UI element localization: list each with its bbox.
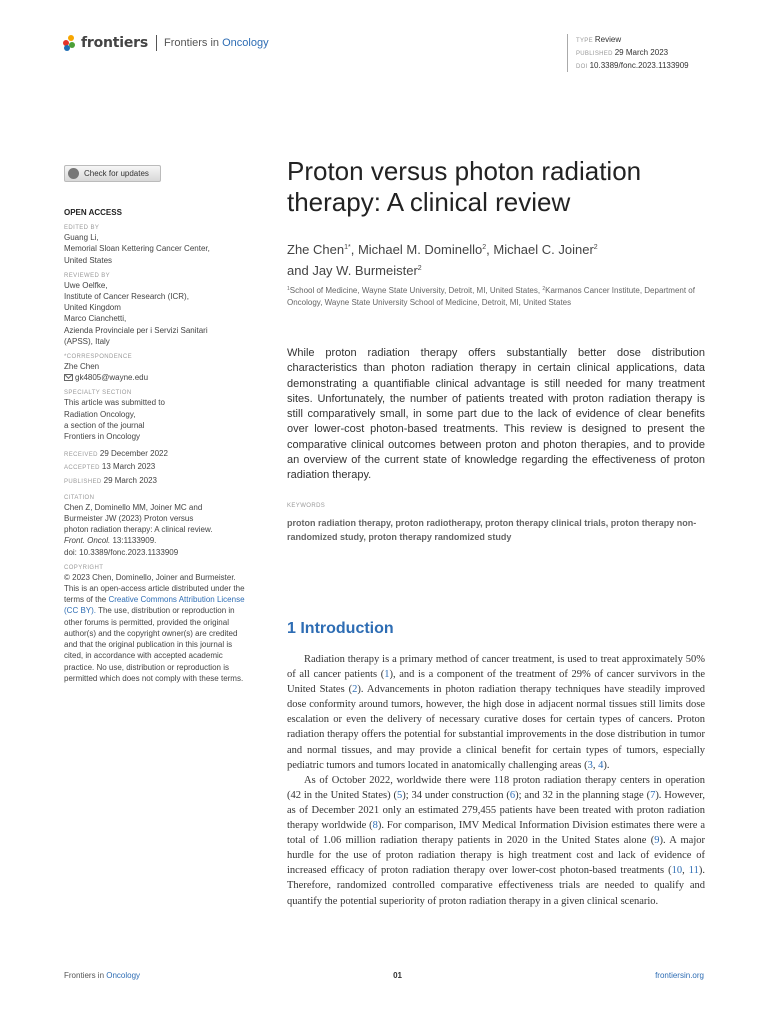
footer-site-link[interactable]: frontiersin.org [655, 971, 704, 980]
header-divider [156, 35, 157, 51]
brand-name[interactable]: frontiers [81, 35, 149, 51]
mail-icon [64, 374, 73, 381]
copyright-label: COPYRIGHT [64, 564, 104, 571]
section-heading: 1 Introduction [287, 620, 394, 637]
check-for-updates-button[interactable]: Check for updates [64, 165, 161, 182]
cc-by-license-link[interactable]: Creative Commons Attribution License (CC BY). [64, 595, 245, 616]
citation-ref[interactable]: 2 [352, 684, 358, 696]
introduction-body [287, 652, 705, 909]
article-title: Proton versus photon radiation therapy: A clinical review [287, 156, 642, 217]
citation-ref[interactable]: 1 [384, 669, 390, 681]
citation-ref[interactable]: 5 [396, 789, 403, 801]
citation-ref[interactable]: 7 [650, 789, 656, 801]
citation-ref[interactable]: 10 [671, 865, 683, 877]
open-access-label: OPEN ACCESS [64, 208, 122, 217]
reviewed-by-label: REVIEWED BY [64, 272, 111, 279]
author-name[interactable]: Jay W. Burmeister [312, 263, 418, 278]
author-list: Zhe Chen$^{1*}$, Michael M. Dominello$^2$, Michael C. Joiner$^2$ and Jay W. Burmeister$^2$ [287, 242, 598, 278]
paragraph: Radiation therapy is a primary method of cancer treatment, is used to treat approximately 50% of all cancer patients (1), and is a component of the treatment of 29% of cancer survivors in the United States (2). Advancements in photon radiation therapy techniques have steadily improved dose conformity around tumors, however, the high dose in adjacent normal tissues still limits dose escalation or even the delivery of necessary curative doses for certain types of cancers. Proton radiation therapy offers the potential for substantial improvements in the dose distribution in tumor and normal tissues, and may provide a clinical benefit for certain types of tumors, especially pediatric tumors and tumors located in anatomically challenging areas (3, 4). [287, 654, 705, 771]
specialty-block: This article was submitted to Radiation Oncology, a section of the journal Frontiers in Oncology [64, 398, 165, 442]
article-meta: TYPE Review PUBLISHED 29 March 2023 DOI 10.3389/fonc.2023.1133909 [567, 34, 689, 72]
footer-journal[interactable]: Frontiers in Oncology [64, 971, 141, 980]
author-name[interactable]: Michael M. Dominello [357, 242, 483, 257]
article-dates: RECEIVED 29 December 2022 ACCEPTED 13 March 2023 PUBLISHED 29 March 2023 [64, 449, 168, 485]
paragraph: As of October 2022, worldwide there were 118 proton radiation therapy centers in operation (42 in the United States) (5); 34 under construction (6); and 32 in the planning stage (7). However, as of December 2021 only an estimated 279,455 patients have been treated with proton radiation therapy worldwide (8). For comparison, IMV Medical Information Division estimates there were a total of 1.06 million radiation therapy patients in 2020 in the United States alone (9). A major hurdle for the use of proton radiation therapy is high treatment cost and lack of evidence of increased efficacy of proton radiation therapy over lower-cost photon-based treatments (10, 11). Therefore, randomized controlled comparative effectiveness trials are needed to qualify and quantify the potential superiority of proton radiation therapy in a given clinical scenario. [287, 774, 706, 907]
keywords: proton radiation therapy, proton radiotherapy, proton therapy clinical trials, proton therapy non-randomized study, proton therapy randomized study [287, 518, 697, 542]
affiliations: $^1$School of Medicine, Wayne State University, Detroit, MI, United States, $^2$Karmanos Cancer Institute, Department of Oncology, Wayne State University School of Medicine, Detroit, MI, United States [287, 286, 695, 307]
author-name[interactable]: Zhe Chen [287, 242, 345, 257]
frontiers-logo-icon [63, 35, 77, 51]
journal-header [63, 33, 269, 53]
reviewer-block: Uwe Oelfke, Institute of Cancer Research (ICR), United Kingdom Marco Cianchetti, Azienda Provinciale per i Servizi Sanitari (APSS), Italy [64, 280, 208, 346]
correspondence-name: Zhe Chen [64, 362, 100, 372]
page-footer [64, 971, 704, 980]
doi-link[interactable]: 10.3389/fonc.2023.1133909 [589, 61, 689, 70]
author-name[interactable]: Michael C. Joiner [493, 242, 594, 257]
edited-by-label: EDITED BY [64, 225, 100, 232]
citation-label: CITATION [64, 494, 95, 501]
specialty-section-label: SPECIALTY SECTION [64, 390, 132, 397]
citation-ref[interactable]: 8 [372, 820, 378, 832]
published-date: 29 March 2023 [614, 48, 669, 57]
page-number: 01 [393, 971, 402, 980]
sidebar-published-date: 29 March 2023 [103, 475, 157, 485]
editor-block: Guang Li, Memorial Sloan Kettering Cancer Center, United States [64, 233, 210, 265]
citation-ref[interactable]: 6 [509, 789, 516, 801]
check-updates-icon [68, 168, 79, 179]
citation-ref[interactable]: 3 [587, 759, 593, 771]
abstract: While proton radiation therapy offers substantially better dose distribution characteristics than photon radiation therapy in certain clinical applications, data demonstrating a quantifiable clinical advantage is still needed for many treatment sites. Unfortunately, the number of patients treated with proton radiation therapy is still comparatively small, in some part due to the lack of evidence of clear benefits over lower-cost photon-based treatments. This review is designed to present the comparative clinical outcomes between proton and photon therapies, and to provide an overview of the current state of knowledge regarding the effectiveness of proton radiation therapy. [287, 347, 705, 482]
keywords-label: KEYWORDS [287, 503, 326, 509]
accepted-date: 13 March 2023 [101, 462, 156, 472]
citation-ref[interactable]: 4 [598, 759, 604, 771]
correspondence-email[interactable]: gk4805@wayne.edu [64, 372, 246, 383]
citation-ref[interactable]: 9 [654, 835, 660, 847]
copyright-text: © 2023 Chen, Dominello, Joiner and Burmeister. This is an open-access article distributed under the terms of the Creative Commons Attribution License (CC BY). The use, distribution or reproduction in other forums is permitted, provided the original author(s) and the copyright owner(s) are credited and that the original publication in this journal is cited, in accordance with accepted academic practice. No use, distribution or reproduction is permitted which does not comply with these terms. [64, 572, 245, 683]
correspondence-label: *CORRESPONDENCE [64, 354, 133, 361]
citation-block: Chen Z, Dominello MM, Joiner MC and Burmeister JW (2023) Proton versus photon radiation therapy: A clinical review. Front. Oncol. 13:1133909. doi: 10.3389/fonc.2023.1133909 [64, 502, 213, 557]
citation-ref[interactable]: 11 [688, 865, 699, 877]
received-date: 29 December 2022 [99, 449, 168, 459]
sidebar [64, 207, 246, 684]
article-type: Review [594, 35, 622, 44]
journal-title[interactable]: Frontiers in Oncology [164, 37, 269, 49]
